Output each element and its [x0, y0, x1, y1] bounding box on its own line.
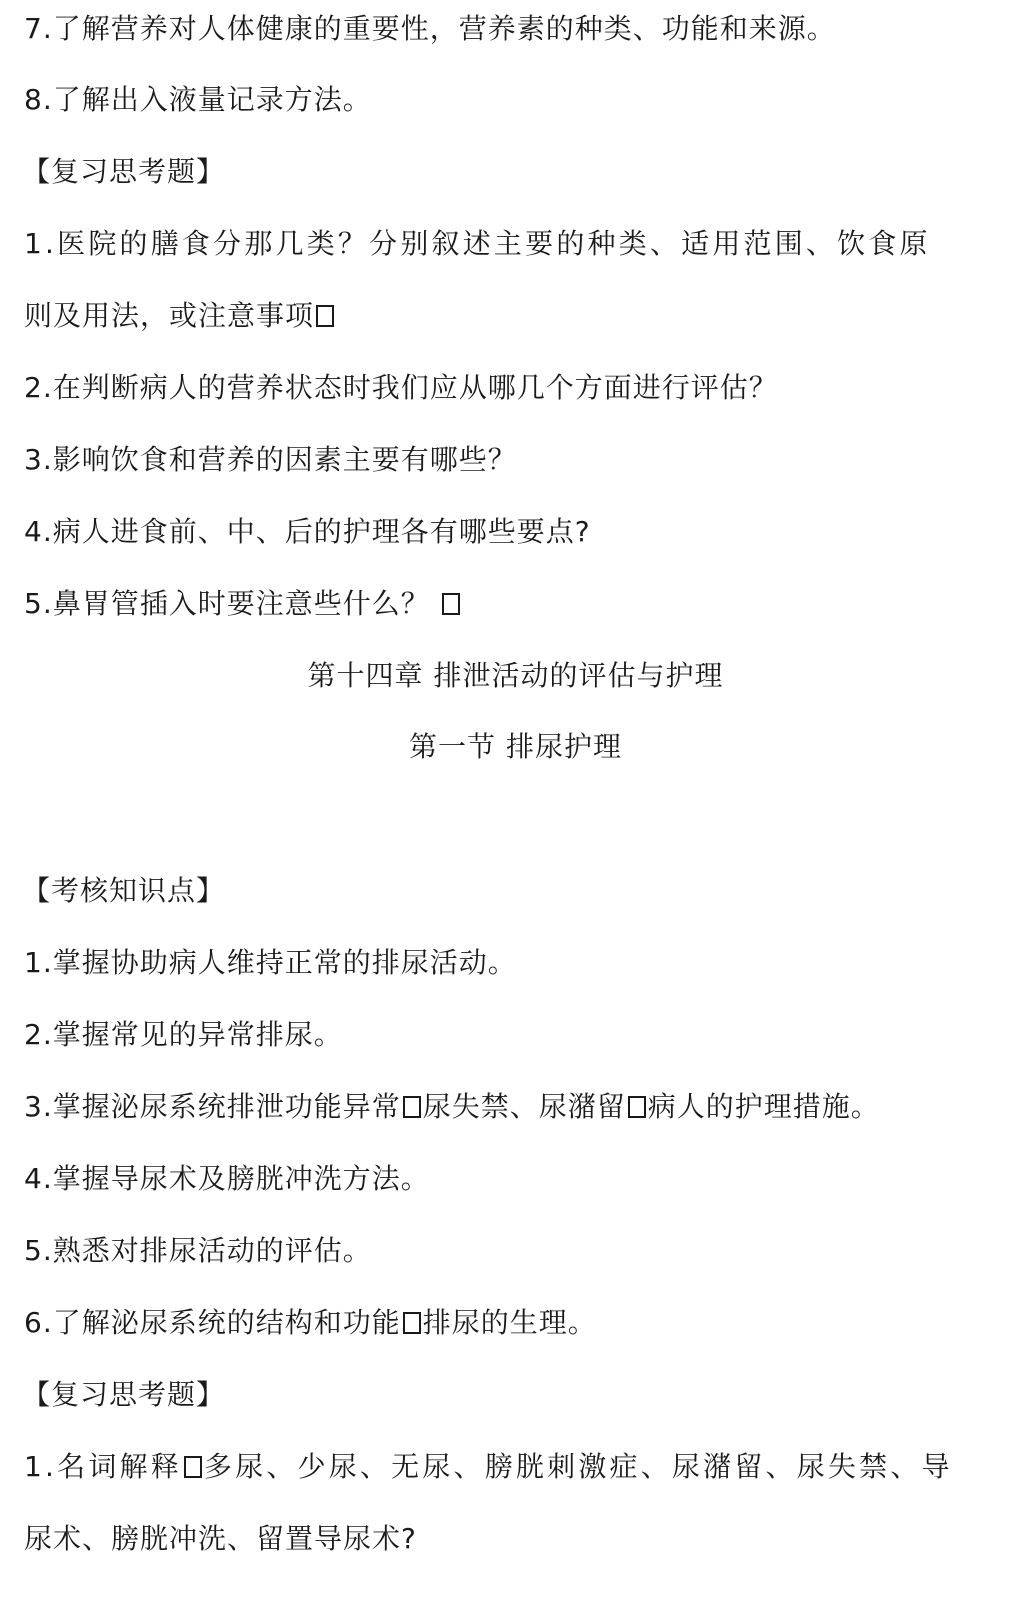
section-heading-review: 【复习思考题】	[22, 1378, 226, 1411]
text-line: 2.在判断病人的营养状态时我们应从哪几个方面进行评估？	[24, 371, 778, 404]
missing-glyph-icon	[628, 1096, 646, 1118]
text-line: 1.掌握协助病人维持正常的排尿活动。	[24, 946, 517, 979]
text-line: 3.影响饮食和营养的因素主要有哪些？	[24, 443, 517, 476]
missing-glyph-icon	[316, 305, 334, 327]
missing-glyph-icon	[184, 1456, 202, 1478]
text-line: 7.了解营养对人体健康的重要性，营养素的种类、功能和来源。	[24, 12, 836, 45]
section-title: 第一节 排尿护理	[409, 730, 622, 763]
text-line: 5.熟悉对排尿活动的评估。	[24, 1234, 372, 1267]
text-fragment: 6.了解泌尿系统的结构和功能	[24, 1306, 401, 1339]
missing-glyph-icon	[442, 593, 460, 615]
text-line: 8.了解出入液量记录方法。	[24, 83, 372, 116]
text-line: 4.病人进食前、中、后的护理各有哪些要点?	[24, 515, 591, 548]
text-fragment: 5.鼻胃管插入时要注意些什么？	[24, 587, 430, 620]
missing-glyph-icon	[403, 1096, 421, 1118]
text-line	[24, 296, 1007, 336]
text-fragment: 3.掌握泌尿系统排泄功能异常	[24, 1090, 401, 1123]
text-fragment: 尿失禁、尿潴留	[422, 1090, 626, 1123]
text-line	[24, 1303, 1007, 1343]
text-fragment: 排尿的生理。	[422, 1306, 597, 1339]
text-fragment: 1.名词解释	[24, 1450, 182, 1483]
text-fragment: 病人的护理措施。	[647, 1090, 880, 1123]
missing-glyph-icon	[403, 1312, 421, 1334]
text-line: 4.掌握导尿术及膀胱冲洗方法。	[24, 1162, 430, 1195]
text-line	[24, 1087, 1007, 1127]
text-fragment: 则及用法，或注意事项	[24, 299, 315, 332]
text-line	[24, 584, 1007, 624]
text-line: 1.医院的膳食分那几类？分别叙述主要的种类、适用范围、饮食原	[24, 227, 931, 260]
text-fragment: 多尿、少尿、无尿、膀胱刺激症、尿潴留、尿失禁、导	[203, 1450, 953, 1483]
text-line: 2.掌握常见的异常排尿。	[24, 1018, 343, 1051]
section-heading-knowledge: 【考核知识点】	[22, 874, 226, 907]
text-line: 尿术、膀胱冲洗、留置导尿术?	[24, 1522, 417, 1555]
section-heading-review: 【复习思考题】	[22, 155, 226, 188]
text-line	[24, 1447, 1007, 1487]
chapter-title: 第十四章 排泄活动的评估与护理	[307, 659, 724, 692]
